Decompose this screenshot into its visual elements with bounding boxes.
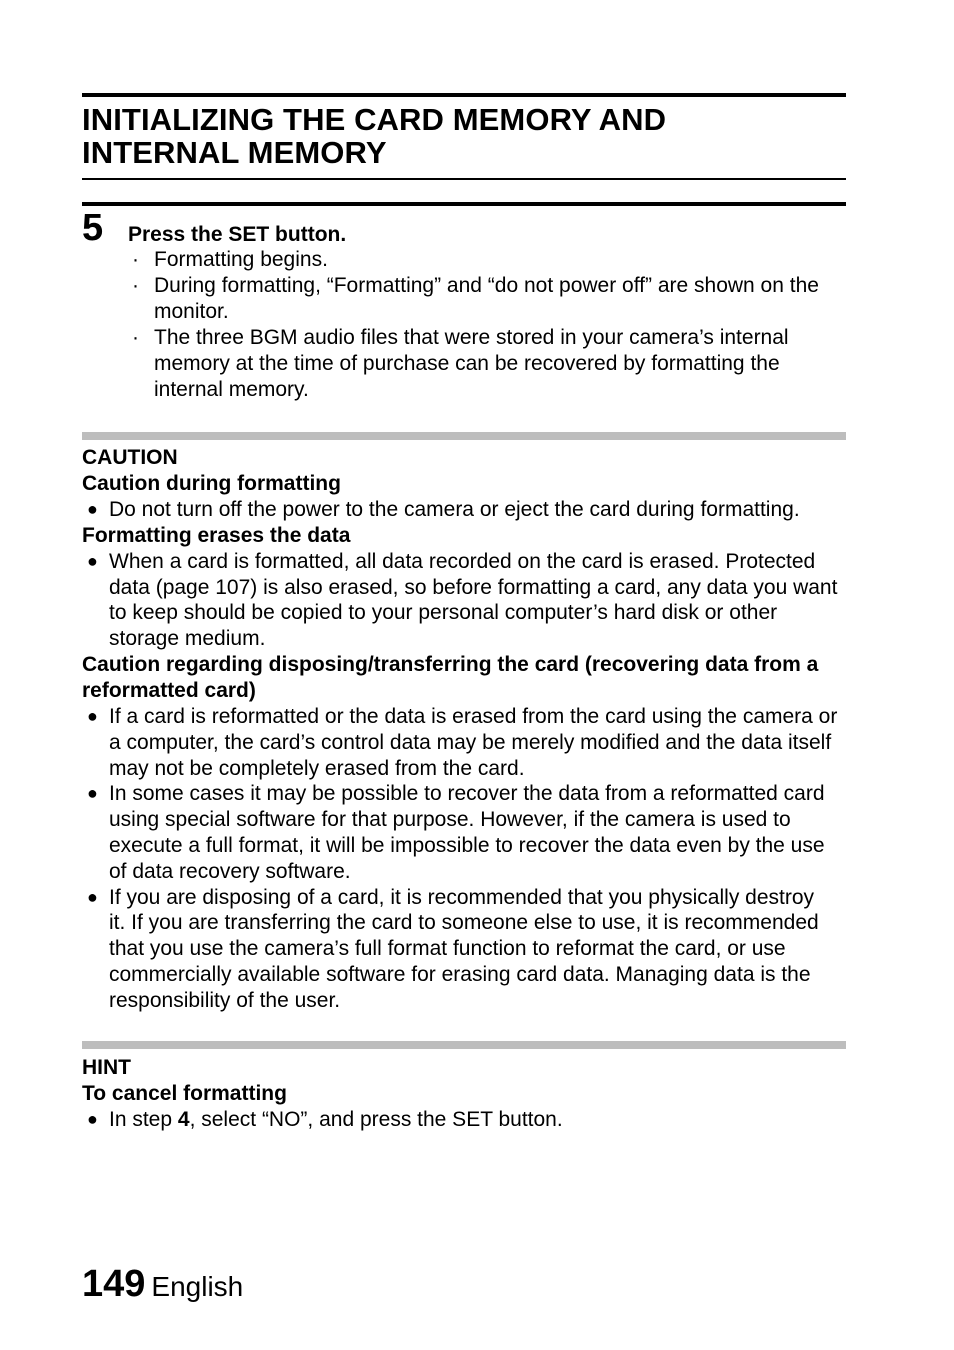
hint-heading: To cancel formatting [82,1082,287,1105]
hint-label: HINT [82,1056,131,1079]
caution-divider [82,432,846,440]
bullet-icon: ● [87,550,98,571]
step-rule [82,202,846,206]
caution-bullet-list [82,704,852,1014]
list-item: ● If a card is reformatted or the data is erased from the card using the camera or a computer, the card’s control data may be merely modified and the data itself may not be completely erased from the card. [87,704,838,780]
title-bottom-rule [82,178,846,180]
bullet-dot-icon: · [132,274,139,297]
bullet-icon: ● [87,783,98,804]
caution-section-heading: Caution regarding disposing/transferring the card (recovering data from a reformatted card) [82,652,819,702]
bullet-icon: ● [87,705,98,726]
bullet-icon: ● [87,1109,98,1129]
step-bullet: · During formatting, “Formatting” and “do not power off” are shown on the monitor. [132,274,819,323]
step-number: 5 [82,207,104,249]
step-bullet: · Formatting begins. [132,248,328,271]
caution-bullet-list [82,497,852,523]
hint-bullet-list [82,1107,852,1133]
bullet-icon: ● [87,499,98,519]
bullet-dot-icon: · [132,326,139,349]
page-number: 149 [82,1263,146,1305]
language-label: English [151,1271,244,1302]
list-item: ● In step 4, select “NO”, and press the SET button. [87,1108,563,1131]
caution-bullet-list [82,549,852,652]
caution-section-heading: Caution during formatting [82,472,341,495]
caution-section-heading: Formatting erases the data [82,523,351,547]
caution-label: CAUTION [82,446,178,469]
step-reference: 4 [177,1108,190,1131]
page-title: INITIALIZING THE CARD MEMORY AND INTERNAL MEMORY [82,102,667,170]
list-item: ● Do not turn off the power to the camera or eject the card during formatting. [87,498,800,521]
caution-block [82,445,852,1014]
step-bullet-list [128,247,848,403]
page-footer [82,1262,243,1309]
list-item: ● If you are disposing of a card, it is recommended that you physically destroy it. If you are transferring the card to someone else to use, it is recommended that you use the camera’s full format function to reformat the card, or use commercially available software for erasing card data. Managing data is the responsibility of the user. [87,885,819,1012]
bullet-icon: ● [87,886,98,907]
title-top-rule [82,93,846,97]
list-item: ● In some cases it may be possible to recover the data from a reformatted card using special software for that purpose. However, if the camera is used to execute a full format, it will be impossible to recover the data even by the use of data recovery software. [87,782,825,883]
hint-divider [82,1041,846,1049]
bullet-dot-icon: · [132,248,139,271]
step-heading: Press the SET button. [128,223,347,246]
list-item: ● When a card is formatted, all data recorded on the card is erased. Protected data (page 107) is also erased, so before formatting a card, any data you want to keep should be copied to your personal computer’s hard disk or other storage medium. [87,549,838,651]
step-bullet: · The three BGM audio files that were stored in your camera’s internal memory at the time of purchase can be recovered by formatting the internal memory. [132,326,789,401]
hint-block [82,1055,852,1133]
